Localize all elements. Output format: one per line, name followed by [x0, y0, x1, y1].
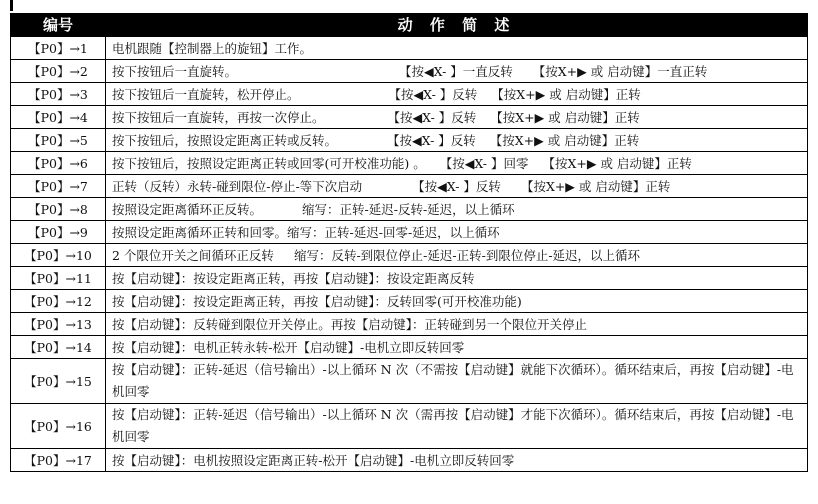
- desc-text: 按照设定距离循环正转和回零。缩写：正转-延迟-回零-延迟，以上循环: [112, 224, 500, 240]
- table-row: [11, 359, 808, 404]
- table-row: [11, 152, 808, 175]
- desc-text: 按【启动键】：正转-延迟（信号输出）-以上循环 N 次（不需按【启动键】就能下次循环）。循环结束后，再按【启动键】-电机回零: [112, 362, 794, 399]
- row-desc: [106, 37, 808, 60]
- row-code: 【P0】→2: [11, 60, 106, 83]
- desc-text: 电机跟随【控制器上的旋钮】工作。: [112, 40, 313, 56]
- row-code: 【P0】→8: [11, 198, 106, 221]
- reverse-key-text: 【按◀X- 】一直反转: [399, 63, 513, 79]
- desc-text: 按照设定距离循环正反转。: [112, 201, 263, 217]
- table-row: [11, 449, 808, 472]
- row-code: 【P0】→14: [11, 336, 106, 359]
- desc-text: 按【启动键】：正转-延迟（信号输出）-以上循环 N 次（需再按【启动键】才能下次循环）。循环结束后，再按【启动键】-电机回零: [112, 407, 794, 444]
- forward-key-text: 【按X+▶ 或 启动键】正转: [520, 178, 671, 194]
- reverse-key-text: 【按◀X- 】反转: [412, 178, 501, 194]
- table-row: [11, 198, 808, 221]
- row-code: 【P0】→15: [11, 359, 106, 404]
- reverse-key-text: 【按◀X- 】反转: [388, 86, 478, 102]
- table-row: [11, 336, 808, 359]
- reverse-key-text: 【按◀X- 】反转: [387, 109, 477, 125]
- row-desc: [106, 244, 808, 267]
- row-code: 【P0】→11: [11, 267, 106, 290]
- abbrev-text: 缩写：正转-延迟-反转-延迟，以上循环: [302, 201, 515, 217]
- table-row: [11, 175, 808, 198]
- row-code: 【P0】→1: [11, 37, 106, 60]
- desc-text: 按【启动键】：按设定距离正转，再按【启动键】：按设定距离反转: [112, 270, 475, 286]
- row-desc: [106, 175, 808, 198]
- row-code: 【P0】→17: [11, 449, 106, 472]
- row-desc: [106, 83, 808, 106]
- row-desc: [106, 221, 808, 244]
- row-code: 【P0】→9: [11, 221, 106, 244]
- row-desc: [106, 198, 808, 221]
- row-desc: [106, 152, 808, 175]
- forward-key-text: 【按X+▶ 或 启动键】正转: [542, 155, 692, 171]
- table-row: [11, 244, 808, 267]
- desc-text: 按下按钮后，按照设定距离正转或反转。: [112, 132, 338, 148]
- row-code: 【P0】→5: [11, 129, 106, 152]
- desc-text: 2 个限位开关之间循环正反转: [112, 247, 274, 263]
- desc-text: 正转（反转）永转-碰到限位-停止-等下次启动: [112, 178, 363, 194]
- table-row: [11, 106, 808, 129]
- forward-key-text: 【按X+▶ 或 启动键】一直正转: [532, 63, 708, 79]
- desc-text: 按【启动键】：电机按照设定距离正转-松开【启动键】-电机立即反转回零: [112, 452, 515, 468]
- row-code: 【P0】→13: [11, 313, 106, 336]
- mode-table: [10, 13, 808, 472]
- table-row: [11, 37, 808, 60]
- zero-key-text: 【按◀X- 】回零: [439, 155, 529, 171]
- desc-text: 按下按钮后一直旋转，再按一次停止。: [112, 109, 325, 125]
- row-desc: [106, 359, 808, 404]
- table-header-row: [11, 14, 808, 37]
- row-desc: [106, 336, 808, 359]
- forward-key-text: 【按X+▶ 或 启动键】正转: [490, 109, 640, 125]
- table-row: [11, 221, 808, 244]
- header-code: 编号: [11, 14, 106, 37]
- row-code: 【P0】→6: [11, 152, 106, 175]
- row-code: 【P0】→16: [11, 404, 106, 449]
- forward-key-text: 【按X+▶ 或 启动键】正转: [491, 86, 641, 102]
- row-code: 【P0】→3: [11, 83, 106, 106]
- table-row: [11, 290, 808, 313]
- header-desc: 动 作 简 述: [106, 14, 808, 37]
- row-desc: [106, 129, 808, 152]
- row-desc: [106, 290, 808, 313]
- desc-text: 按【启动键】：按设定距离正转，再按【启动键】：反转回零(可开校准功能): [112, 293, 522, 309]
- desc-text: 按【启动键】：电机正转永转-松开【启动键】-电机立即反转回零: [112, 339, 465, 355]
- table-row: [11, 129, 808, 152]
- row-desc: [106, 313, 808, 336]
- row-desc: [106, 267, 808, 290]
- reverse-key-text: 【按◀X- 】反转: [387, 132, 476, 148]
- desc-text: 按【启动键】：反转碰到限位开关停止。再按【启动键】：正转碰到另一个限位开关停止: [112, 316, 588, 332]
- row-code: 【P0】→12: [11, 290, 106, 313]
- row-code: 【P0】→7: [11, 175, 106, 198]
- table-row: [11, 60, 808, 83]
- abbrev-text: 缩写：反转-到限位停止-延迟-正转-到限位停止-延迟，以上循环: [293, 247, 641, 263]
- desc-text: 按下按钮后一直旋转，松开停止。: [112, 86, 300, 102]
- desc-text: 按下按钮后，按照设定距离正转或回零(可开校准功能) 。: [112, 155, 426, 171]
- desc-text: 按下按钮后一直旋转。: [112, 63, 238, 79]
- table-row: [11, 313, 808, 336]
- table-row: [11, 404, 808, 449]
- table-row: [11, 83, 808, 106]
- table-row: [11, 267, 808, 290]
- row-desc: [106, 449, 808, 472]
- corner-marker: [10, 0, 13, 11]
- row-desc: [106, 106, 808, 129]
- row-desc: [106, 60, 808, 83]
- row-code: 【P0】→10: [11, 244, 106, 267]
- forward-key-text: 【按X+▶ 或 启动键】正转: [489, 132, 640, 148]
- row-desc: [106, 404, 808, 449]
- row-code: 【P0】→4: [11, 106, 106, 129]
